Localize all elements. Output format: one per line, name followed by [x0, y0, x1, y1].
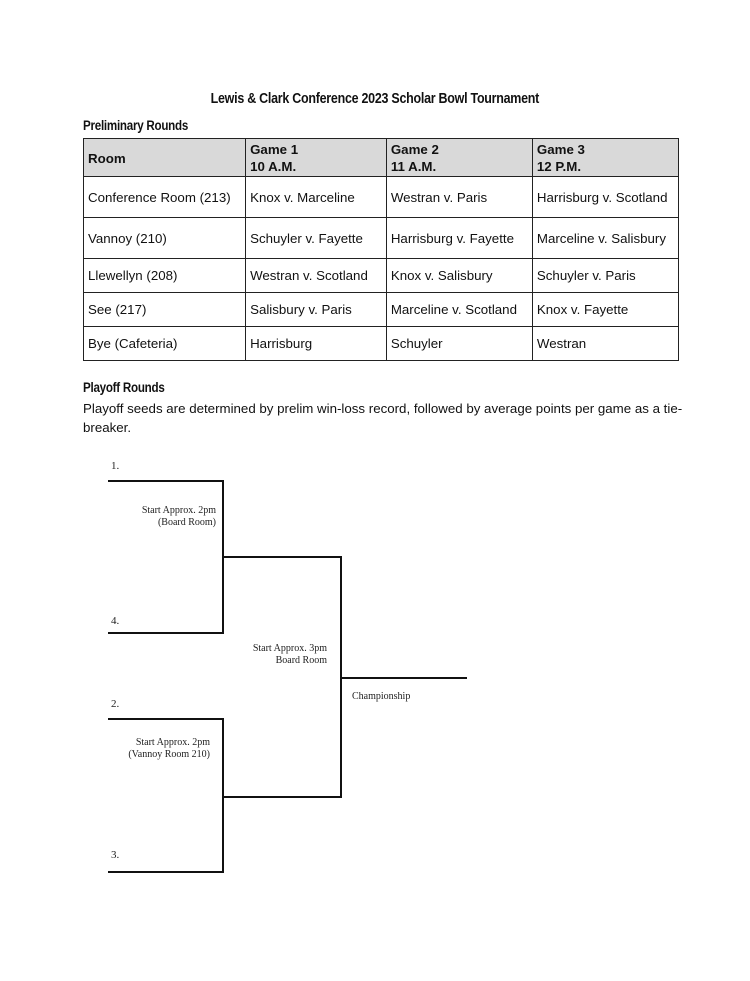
- seed-label-4: 4.: [111, 615, 120, 627]
- seed-label-1: 1.: [111, 460, 120, 472]
- bracket-line-seed-1: [108, 480, 224, 482]
- room-cell: Vannoy (210): [84, 218, 246, 259]
- game-1-cell: Salisbury v. Paris: [246, 293, 387, 327]
- playoff-rounds-heading: Playoff Rounds: [83, 380, 165, 395]
- game-3-cell: Westran: [532, 327, 678, 361]
- game-1-cell: Westran v. Scotland: [246, 259, 387, 293]
- game-1-cell: Knox v. Marceline: [246, 177, 387, 218]
- game-2-cell: Marceline v. Scotland: [386, 293, 532, 327]
- preliminary-rounds-heading: Preliminary Rounds: [83, 118, 189, 133]
- bracket-line-bottom-winner: [222, 796, 342, 798]
- column-header-room: Room: [84, 139, 246, 177]
- bracket-line-seed-4: [108, 632, 224, 634]
- preliminary-schedule-table: [83, 138, 679, 361]
- semifinal-top-note: Start Approx. 2pm (Board Room): [141, 505, 216, 528]
- game-1-cell: Schuyler v. Fayette: [246, 218, 387, 259]
- room-cell: Llewellyn (208): [84, 259, 246, 293]
- game-1-cell: Harrisburg: [246, 327, 387, 361]
- room-cell: Conference Room (213): [84, 177, 246, 218]
- room-cell: Bye (Cafeteria): [84, 327, 246, 361]
- table-row: [84, 293, 679, 327]
- bracket-line-seed-2: [108, 718, 224, 720]
- column-header-game-1: Game 1 10 A.M.: [246, 139, 387, 177]
- game-2-cell: Harrisburg v. Fayette: [386, 218, 532, 259]
- column-header-game-2: Game 2 11 A.M.: [386, 139, 532, 177]
- room-cell: See (217): [84, 293, 246, 327]
- table-row: [84, 327, 679, 361]
- game-3-cell: Harrisburg v. Scotland: [532, 177, 678, 218]
- game-2-cell: Westran v. Paris: [386, 177, 532, 218]
- column-header-game-3: Game 3 12 P.M.: [532, 139, 678, 177]
- playoff-description: Playoff seeds are determined by prelim win-loss record, followed by average points per game as a tie-breaker.: [83, 401, 683, 435]
- final-note: Start Approx. 3pm Board Room: [252, 643, 327, 666]
- semifinal-bottom-note: Start Approx. 2pm (Vannoy Room 210): [128, 737, 210, 760]
- document-title: Lewis & Clark Conference 2023 Scholar Bowl Tournament: [210, 91, 540, 107]
- bracket-line-top-winner: [222, 556, 342, 558]
- championship-label: Championship: [352, 691, 411, 702]
- game-3-cell: Schuyler v. Paris: [532, 259, 678, 293]
- table-row: [84, 177, 679, 218]
- game-2-cell: Schuyler: [386, 327, 532, 361]
- seed-label-3: 3.: [111, 849, 120, 861]
- table-header-row: [84, 139, 679, 177]
- game-3-cell: Marceline v. Salisbury: [532, 218, 678, 259]
- table-row: [84, 259, 679, 293]
- seed-label-2: 2.: [111, 698, 120, 710]
- game-2-cell: Knox v. Salisbury: [386, 259, 532, 293]
- bracket-line-seed-3: [108, 871, 224, 873]
- table-row: [84, 218, 679, 259]
- bracket-line-champion: [340, 677, 467, 679]
- game-3-cell: Knox v. Fayette: [532, 293, 678, 327]
